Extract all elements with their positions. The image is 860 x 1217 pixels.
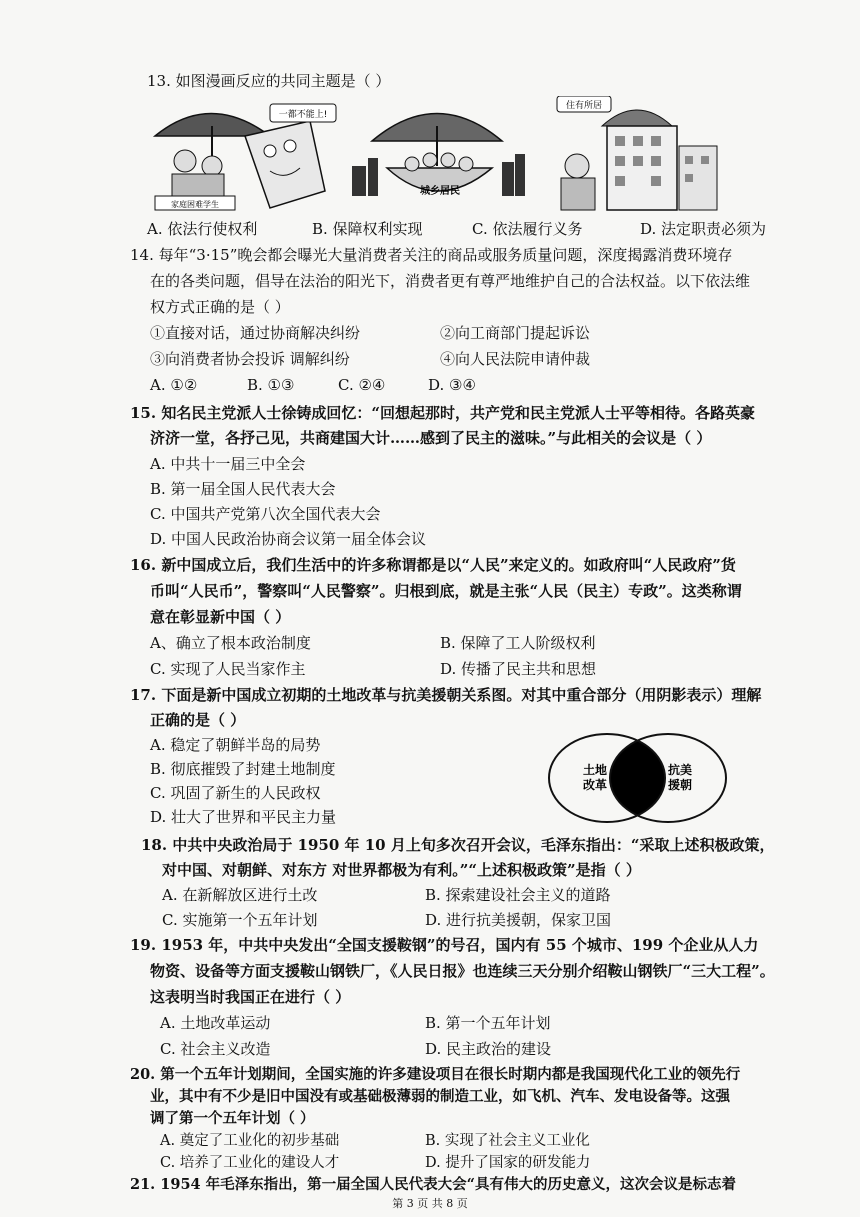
q14-item-1: ①直接对话，通过协商解决纠纷 [150,324,361,342]
cartoon-1-umbrella-students [150,96,340,212]
q19-option-a: A. 土地改革运动 [160,1014,271,1032]
cartoon-3-housing [547,96,722,212]
q19-option-d: D. 民主政治的建设 [425,1040,552,1058]
q18-line-1: 18. 中共中央政治局于 1950 年 10 月上旬多次召开会议，毛泽东指出：“采取上述积极政策， [141,836,775,854]
q15-option-a: A. 中共十一届三中全会 [150,455,306,473]
q14-option-a: A. ①② [150,376,198,394]
q15-line-1: 15. 知名民主党派人士徐铸成回忆：“回想起那时，共产党和民主党派人士平等相待。各路英豪 [130,404,755,422]
q15-line-2: 济济一堂，各抒己见，共商建国大计……感到了民主的滋味。”与此相关的会议是（ ） [150,429,712,447]
q14-item-4: ④向人民法院申请仲裁 [440,350,591,368]
q16-option-b: B. 保障了工人阶级权利 [440,634,596,652]
q19-line-3: 这表明当时我国正在进行（ ） [150,988,351,1006]
cartoon2-bowl-text: 城乡居民 [420,186,460,197]
venn-left-label-2: 改革 [582,778,608,792]
q17-option-b: B. 彻底摧毁了封建土地制度 [150,760,336,778]
q16-line-1: 16. 新中国成立后，我们生活中的许多称谓都是以“人民”来定义的。如政府叫“人民政府”货 [130,556,736,574]
q19-option-c: C. 社会主义改造 [160,1040,271,1058]
cartoon1-sign-text: 一都不能上! [278,110,328,120]
q18-option-c: C. 实施第一个五年计划 [162,911,318,929]
q15-option-d: D. 中国人民政治协商会议第一届全体会议 [150,530,427,548]
cartoon3-sign-text: 住有所居 [565,101,603,111]
q13-option-b: B. 保障权利实现 [312,220,423,238]
q14-option-d: D. ③④ [428,376,476,394]
q18-option-a: A. 在新解放区进行土改 [162,886,318,904]
q13-option-c: C. 依法履行义务 [472,220,583,238]
q18-line-2: 对中国、对朝鲜、对东方 对世界都极为有利。”“上述积极政策”是指（ ） [162,861,641,879]
q19-line-1: 19. 1953 年，中共中央发出“全国支援鞍钢”的号召，国内有 55 个城市、199 个企业从人力 [130,936,759,954]
venn-right-label-2: 援朝 [667,778,693,792]
page-footer: 第 3 页 共 8 页 [392,1197,468,1210]
q20-option-d: D. 提升了国家的研发能力 [425,1155,591,1171]
q16-line-3: 意在彰显新中国（ ） [150,608,291,626]
q13-option-d: D. 法定职责必须为 [640,220,767,238]
q13-stem: 13. 如图漫画反应的共同主题是（ ） [147,72,391,90]
q14-option-b: B. ①③ [247,376,295,394]
q17-option-c: C. 巩固了新生的人民政权 [150,784,321,802]
q14-item-2: ②向工商部门提起诉讼 [440,324,591,342]
q18-option-d: D. 进行抗美援朝，保家卫国 [425,911,612,929]
q17-line-1: 17. 下面是新中国成立初期的土地改革与抗美援朝关系图。对其中重合部分（用阴影表示）理解 [130,686,762,704]
q20-option-a: A. 奠定了工业化的初步基础 [160,1133,340,1149]
q16-option-c: C. 实现了人民当家作主 [150,660,306,678]
q20-line-3: 调了第一个五年计划（ ） [150,1110,315,1127]
q16-line-2: 币叫“人民币”，警察叫“人民警察”。归根到底，就是主张“人民（民主）专政”。这类称谓 [150,582,742,600]
q13-option-a: A. 依法行使权利 [147,220,258,238]
cartoon-2-umbrella-residents [352,96,527,212]
q19-option-b: B. 第一个五年计划 [425,1014,551,1032]
cartoon1-board-text: 家庭困难学生 [171,200,219,209]
q14-item-3: ③向消费者协会投诉 调解纠纷 [150,350,350,368]
q14-line-3: 权方式正确的是（ ） [150,298,290,316]
q17-option-a: A. 稳定了朝鲜半岛的局势 [150,736,321,754]
q17-line-2: 正确的是（ ） [150,711,246,729]
q20-line-2: 业，其中有不少是旧中国没有或基础极薄弱的制造工业，如飞机、汽车、发电设备等。这强 [150,1088,730,1105]
q20-line-1: 20. 第一个五年计划期间，全国实施的许多建设项目在很长时期内都是我国现代化工业的领先行 [130,1066,741,1083]
q21-line-1: 21. 1954 年毛泽东指出，第一届全国人民代表大会“具有伟大的历史意义，这次会议是标志着 [130,1176,737,1193]
venn-left-label-1: 土地 [582,763,608,777]
q18-option-b: B. 探索建设社会主义的道路 [425,886,611,904]
venn-diagram [545,728,730,828]
q14-line-1: 14. 每年“3·15”晚会都会曝光大量消费者关注的商品或服务质量问题，深度揭露消费环境存 [130,246,733,264]
q17-option-d: D. 壮大了世界和平民主力量 [150,808,337,826]
q15-option-b: B. 第一届全国人民代表大会 [150,480,336,498]
q16-option-d: D. 传播了民主共和思想 [440,660,597,678]
venn-right-label-1: 抗美 [667,763,693,777]
q15-option-c: C. 中国共产党第八次全国代表大会 [150,505,381,523]
q16-option-a: A、确立了根本政治制度 [150,634,311,652]
q14-option-c: C. ②④ [338,376,386,394]
q14-line-2: 在的各类问题，倡导在法治的阳光下，消费者更有尊严地维护自己的合法权益。以下依法维 [150,272,751,290]
q20-option-b: B. 实现了社会主义工业化 [425,1133,590,1149]
q19-line-2: 物资、设备等方面支援鞍山钢铁厂，《人民日报》也连续三天分别介绍鞍山钢铁厂“三大工程”。 [150,962,775,980]
q20-option-c: C. 培养了工业化的建设人才 [160,1155,340,1171]
